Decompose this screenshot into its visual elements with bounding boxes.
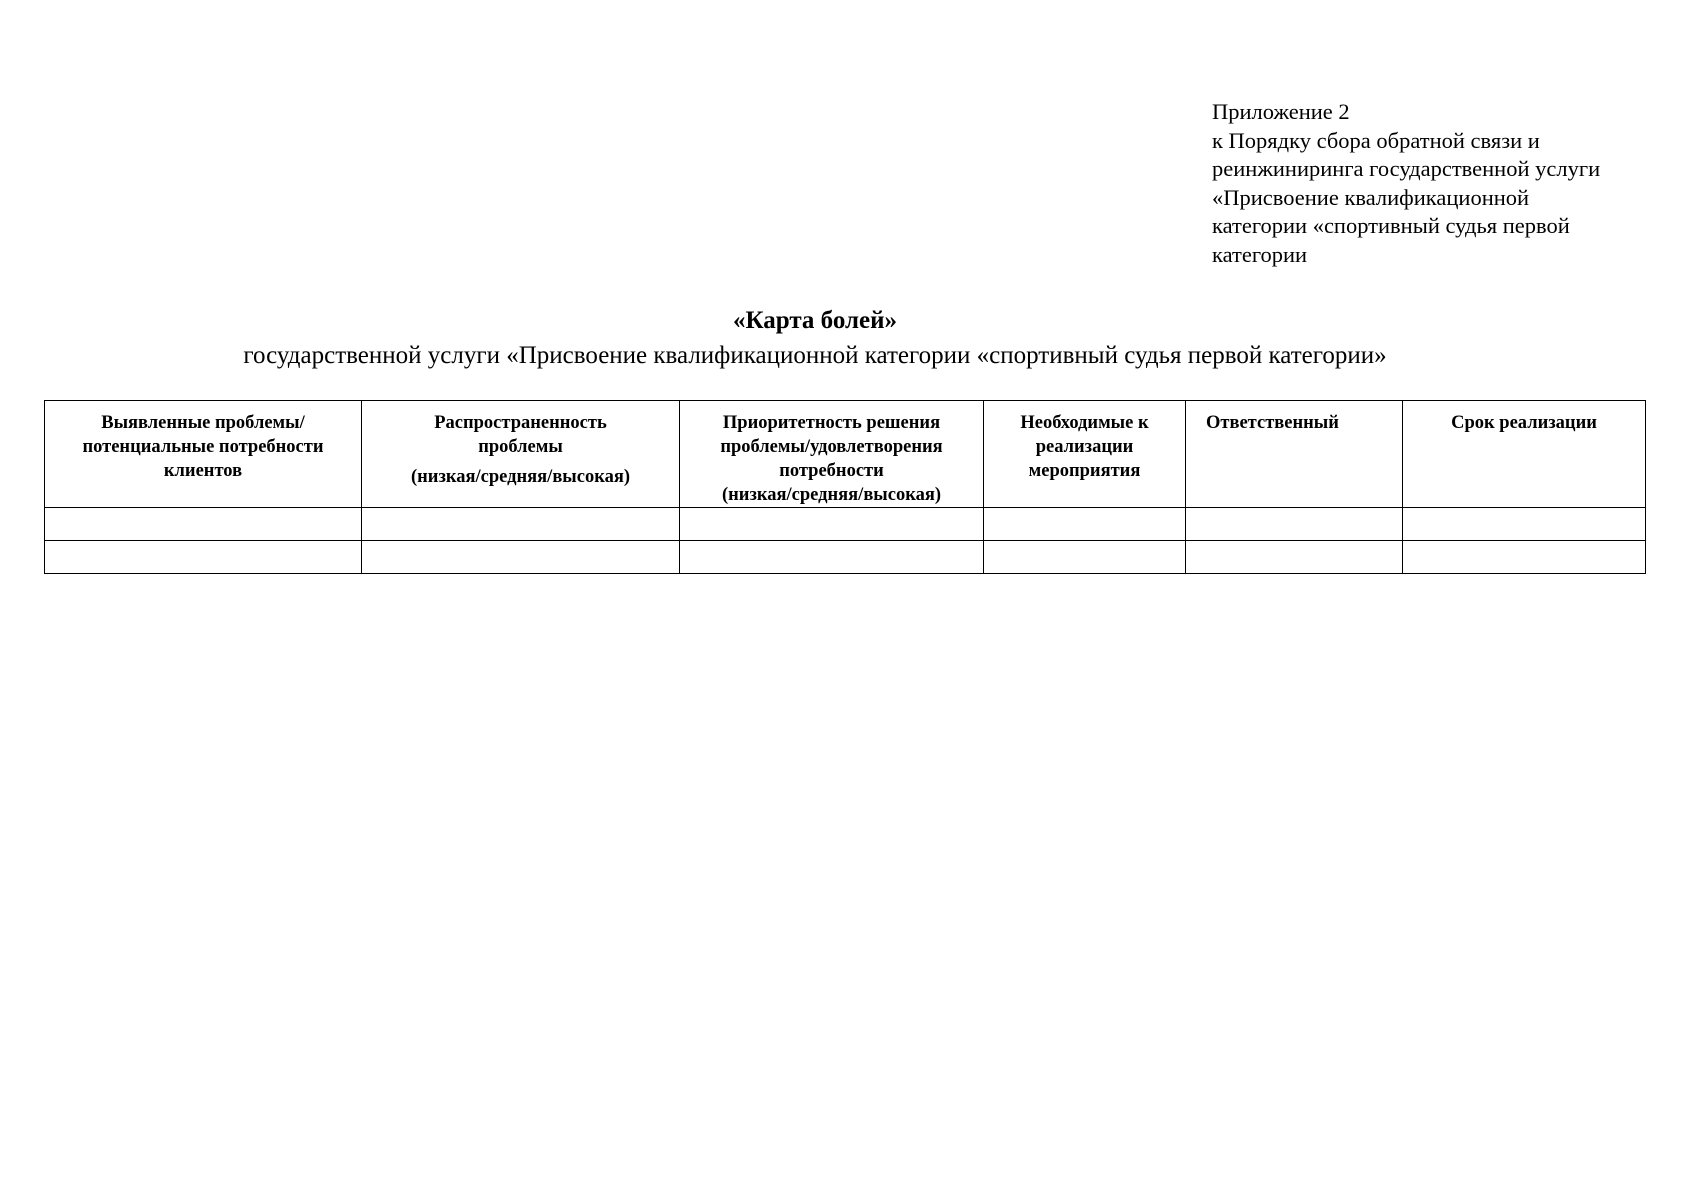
header-label: Распространенность проблемы: [434, 413, 607, 457]
table-cell[interactable]: [1403, 541, 1646, 574]
header-label: Необходимые к реализации мероприятия: [1020, 413, 1149, 481]
header-label: Ответственный: [1206, 413, 1339, 433]
appendix-line: реинжиниринга государственной услуги: [1212, 156, 1601, 181]
table-cell[interactable]: [680, 541, 984, 574]
table-header-row: [45, 401, 1646, 508]
document-title: «Карта болей»: [732, 307, 898, 334]
table-cell[interactable]: [984, 508, 1186, 541]
pain-map-table: [44, 400, 1646, 574]
appendix-line: к Порядку сбора обратной связи и: [1212, 127, 1540, 153]
table-cell[interactable]: [45, 508, 362, 541]
header-prevalence: [362, 401, 680, 508]
table-cell[interactable]: [362, 508, 680, 541]
table-cell[interactable]: [1186, 508, 1403, 541]
header-priority: [680, 401, 984, 508]
appendix-line: «Присвоение квалификационной: [1212, 184, 1530, 210]
table-row: [45, 508, 1646, 541]
table-cell[interactable]: [1186, 541, 1403, 574]
table-cell[interactable]: [45, 541, 362, 574]
header-measures: [984, 401, 1186, 508]
table-cell[interactable]: [680, 508, 984, 541]
header-label: Приоритетность решения проблемы/удовлетворения потребности: [720, 413, 943, 481]
document-subtitle: государственной услуги «Присвоение квалификационной категории «спортивный судья первой категории»: [243, 342, 1387, 369]
appendix-line: категории «спортивный судья первой: [1212, 213, 1570, 238]
header-responsible: [1186, 401, 1403, 508]
header-label: Срок реализации: [1451, 413, 1597, 433]
appendix-line: Приложение 2: [1212, 99, 1350, 124]
table-cell[interactable]: [984, 541, 1186, 574]
header-deadline: [1403, 401, 1646, 508]
header-note: (низкая/средняя/высокая): [721, 485, 942, 505]
table-cell[interactable]: [1403, 508, 1646, 541]
table-row: [45, 541, 1646, 574]
appendix-line: категории: [1212, 241, 1308, 267]
header-label: Выявленные проблемы/потенциальные потребности клиентов: [82, 413, 324, 481]
table-cell[interactable]: [362, 541, 680, 574]
appendix-block: [1212, 98, 1672, 269]
header-note: (низкая/средняя/высокая): [410, 467, 631, 487]
header-problems: [45, 401, 362, 508]
